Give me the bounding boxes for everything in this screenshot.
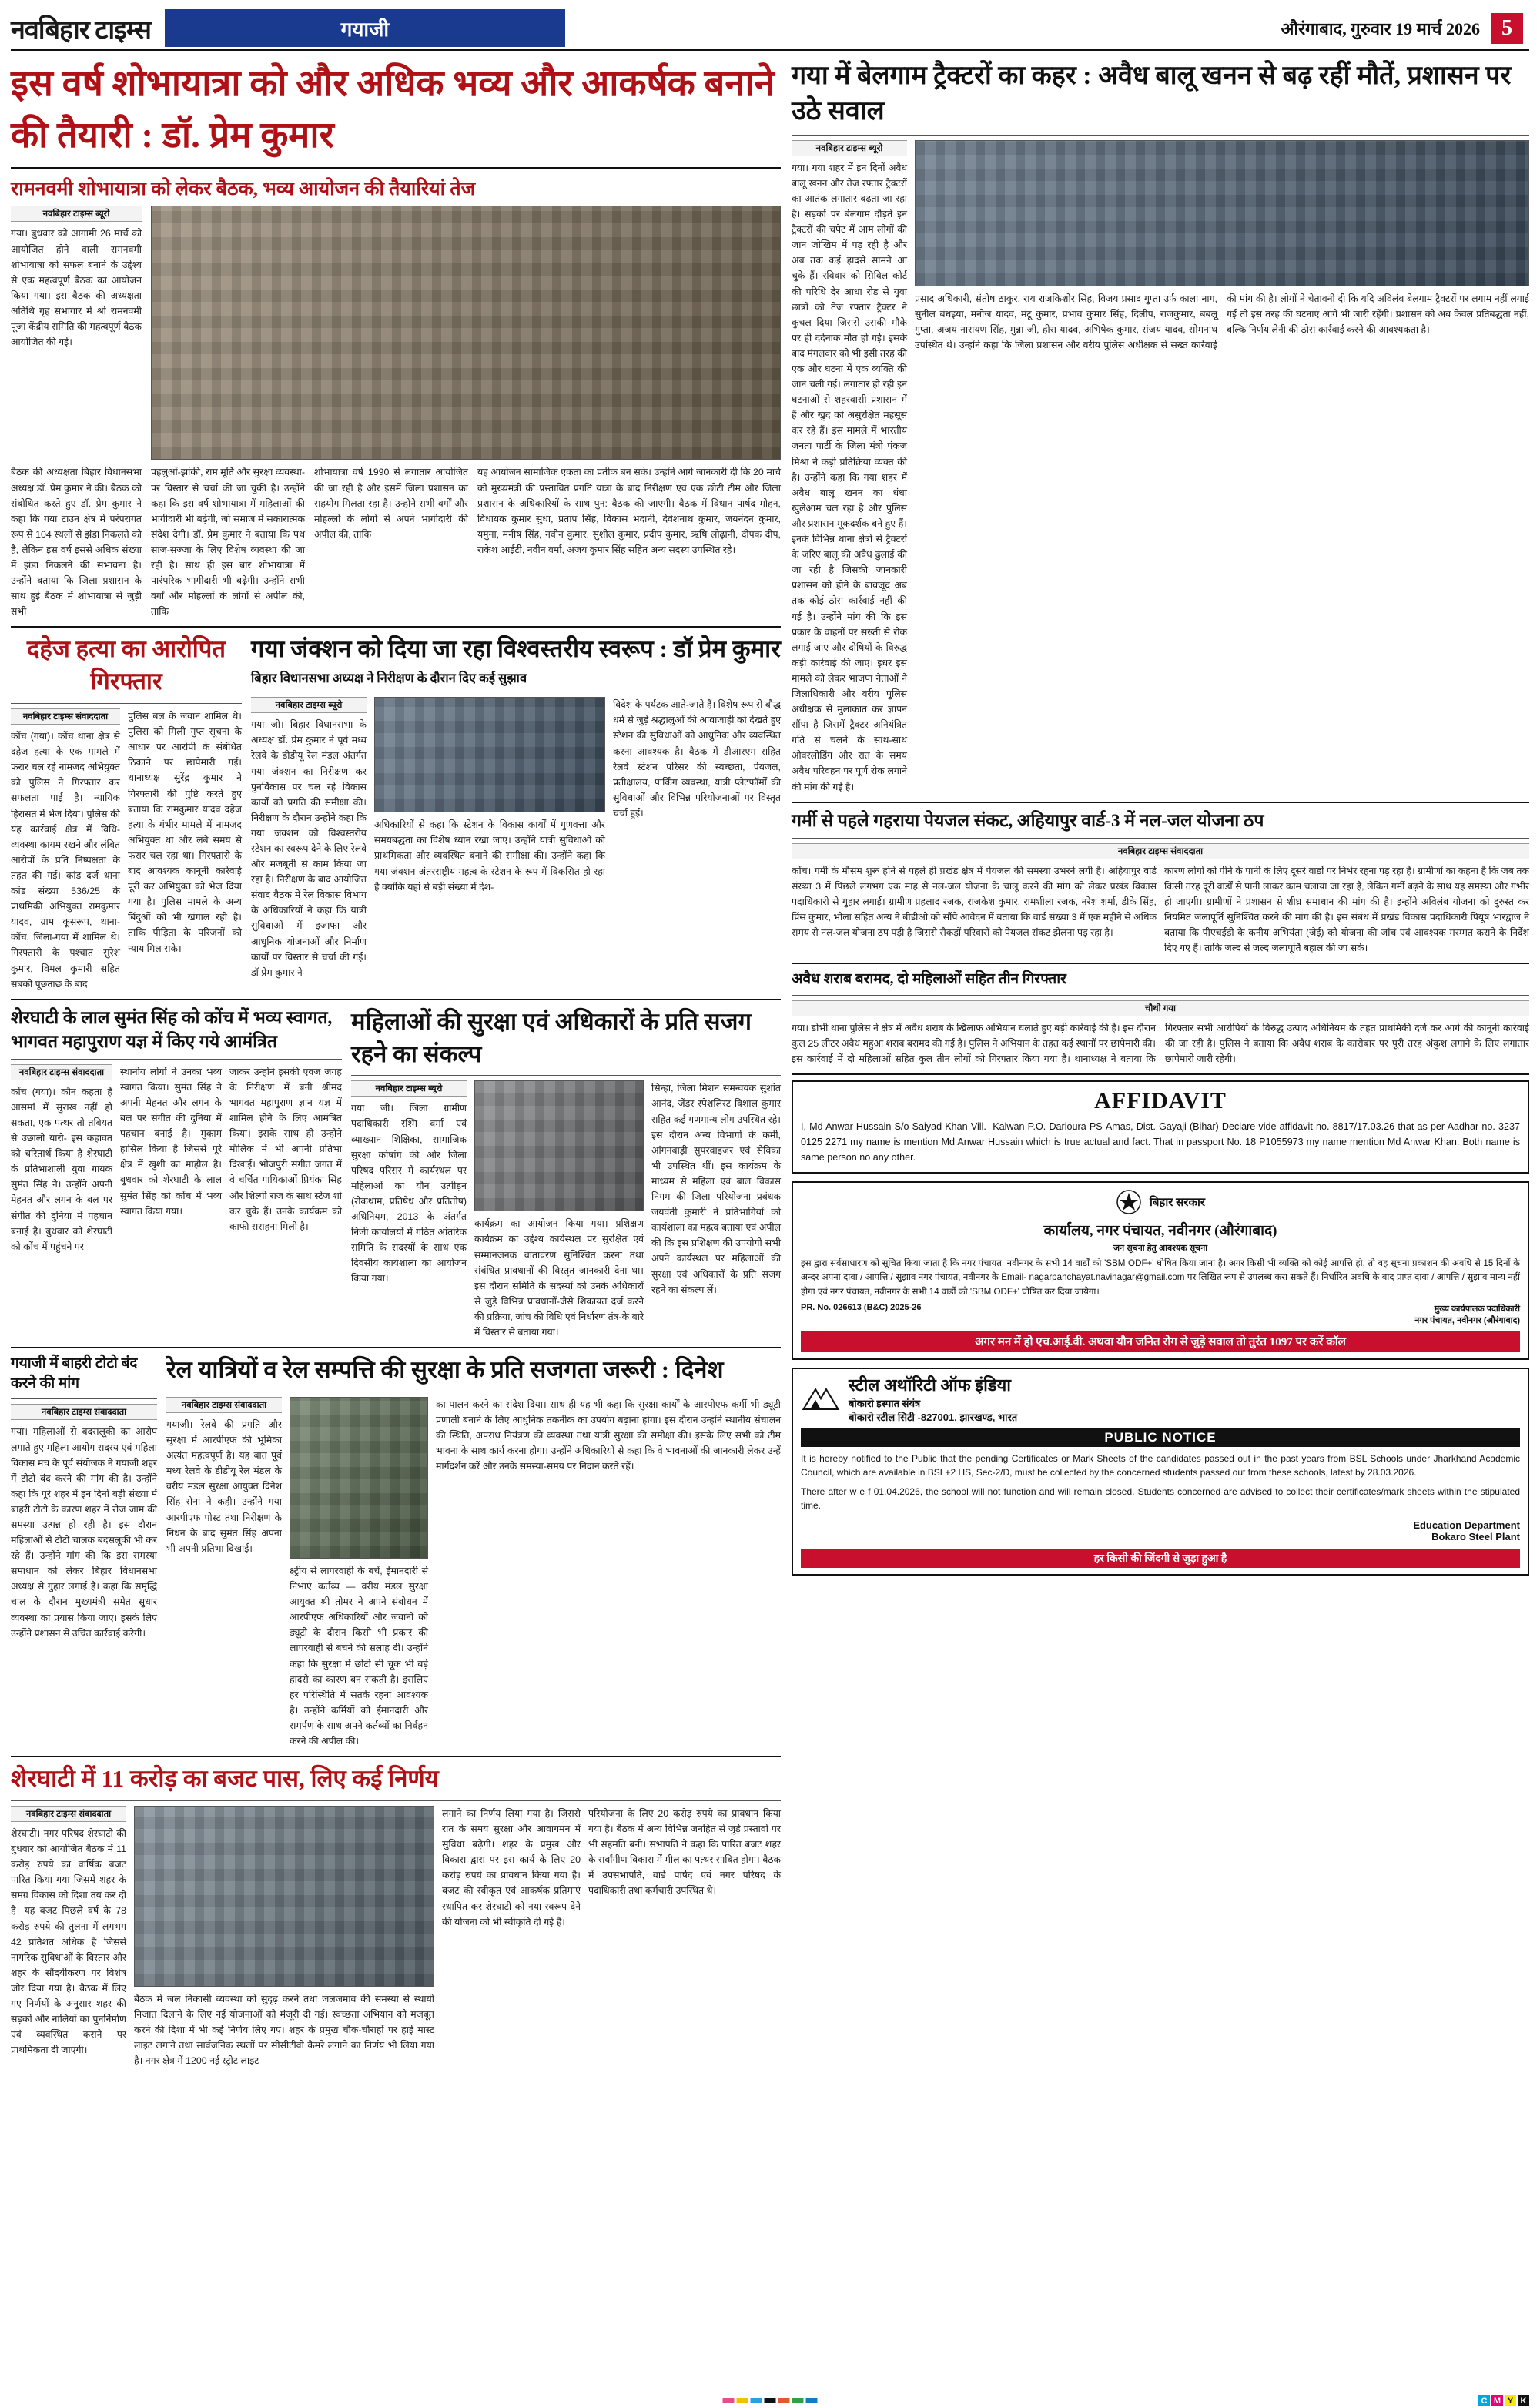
govt-logo-text: बिहार सरकार	[1149, 1196, 1205, 1209]
budget-para-1: शेरघाटी। नगर परिषद शेरघाटी की बुधवार को आयोजित बैठक में 11 करोड़ रुपये का वार्षिक बजट पारित किया गया जिसमें शहर के समग्र विकास को दिशा तय कर दी है। यह बजट पिछले वर्ष के 78 करोड़ रुपये की तुलना में लगभग 42 प्रतिशत अधिक है जिससे नागरिक सुविधाओं के विस्तार और शहर के सौंदर्यीकरण पर विशेष जोर दिया गया है। बैठक में लिए गए निर्णयों के अनुसार शहर की सड़कों और नालियों का पुनर्निर्माण एवं व्यवस्थित कराने पर प्राथमिकता दी जाएगी।	[11, 1827, 126, 2056]
budget-para-2: बैठक में जल निकासी व्यवस्था को सुदृढ़ करने तथा जलजमाव की समस्या से स्थायी निजात दिलाने के लिए नई योजनाओं को मंजूरी दी गई। स्वच्छता अभियान को मजबूत करने की दिशा में भी कई निर्णय लिए गए। शहर के प्रमुख चौक-चौराहों पर हाई मास्ट लाइट लगाने तथा सार्वजनिक स्थलों पर सीसीटीवी कैमरे लगाने का निर्णय भी लिया गया है। नगर क्षेत्र में 1200 नई स्ट्रीट लाइट	[134, 1993, 434, 2067]
liquor-byline: चौथी गया	[792, 1000, 1529, 1016]
lead-photo	[151, 206, 781, 460]
sail-logo-icon	[801, 1384, 841, 1415]
right-column	[792, 59, 1529, 2068]
rail-para-1: गयाजी। रेलवे की प्रगति और सुरक्षा में आरपीएफ की भूमिका अत्यंत महत्वपूर्ण है। यह बात पूर्व मध्य रेलवे के डीडीयू रेल मंडल के वरीय मंडल सुरक्षा आयुक्त दिनेश सिंह सेना ने कही। उन्होंने गया आरपीएफ पोस्ट तथा निरीक्षण के निधन के बाद सुमंत सिंह अपना भी अपनी प्रतिभा दिखाई।	[166, 1418, 282, 1554]
bihar-govt-emblem-icon	[1116, 1189, 1142, 1215]
affidavit-text: I, Md Anwar Hussain S/o Saiyad Khan Vill.- Kalwan P.O.-Darioura PS-Amas, Dist.-Gayaji (Bihar) Declare vide affidavit no. 8817/17.03.26 that as per Aadhar no. 3237 0125 2271 my name is mention Md Anwar Hussain which is true actual and fact. That in passport No. 18 P1055973 my name mention Md Anwar Khan. Both name is same person no any other.	[801, 1121, 1520, 1164]
public-notice-title: PUBLIC NOTICE	[801, 1428, 1520, 1447]
junction-headline: गया जंक्शन को दिया जा रहा विश्वस्तरीय स्वरूप : डॉ प्रेम कुमार	[251, 635, 781, 663]
govt-ad-subhead: जन सूचना हेतु आवश्यक सूचना	[1113, 1243, 1208, 1253]
cmyk-y: Y	[1505, 2395, 1516, 2406]
helpline-banner: अगर मन में हो एच.आई.वी. अथवा यौन जनित रोग से जुड़े सवाल तो तुरंत 1097 पर करें कॉल	[801, 1331, 1520, 1352]
article-toto	[11, 1354, 157, 1749]
masthead-right	[565, 8, 1529, 49]
row-dowry-junction	[11, 633, 781, 991]
women-para-3: सिन्हा, जिला मिशन समन्वयक सुशांत आनंद, जेंडर स्पेशलिस्ट विशाल कुमार सहित कई गणमान्य लोग उपस्थित रहे। इस दौरान अन्य विभागों के कर्मी, आंगनबाड़ी सुपरवाइजर एवं सेविका भी उपस्थित थीं। इस कार्यक्रम के माध्यम से महिला एवं बाल विकास निगम की जिला परियोजना प्रबंधक जयवंती कुमारी ने प्रतिभागियों को कार्यशाला का महत्व बताया एवं अपील की कि इस प्रशिक्षण की उपयोगी सभी अपने कार्यस्थल पर महिलाओं की सुरक्षा एवं अधिकारों के प्रति सजग रहने का संकल्प लें।	[651, 1083, 781, 1295]
govt-ad-head: कार्यालय, नगर पंचायत, नवीनगर (औरंगाबाद)	[1043, 1222, 1277, 1239]
budget-para-4: परियोजना के लिए 20 करोड़ रुपये का प्रावधान किया गया है। बैठक में अन्य विभिन्न जनहित से जुड़े प्रस्तावों पर भी सहमति बनी। सभापति ने कहा कि पारित बजट शहर के सर्वांगीण विकास में मील का पत्थर साबित होगा। बैठक में उपसभापति, वार्ड पार्षद एवं नगर परिषद के पदाधिकारी तथा कर्मचारी उपस्थित थे।	[588, 1807, 781, 1897]
article-sherghati-welcome	[11, 1006, 342, 1340]
row-toto-rail	[11, 1354, 781, 1749]
lead-para-5: यह आयोजन सामाजिक एकता का प्रतीक बन सके। उन्होंने आगे जानकारी दी कि 20 मार्च को मुख्यमंत्री की प्रस्तावित प्रगति यात्रा के बाद निरीक्षण एवं एक छोटी टीम और जिला प्रशासन के अधिकारियों के साथ पुन: बैठक की जाएगी। बैठक में विधान पार्षद मोहन, विधायक कुमार सुधा, प्रताप सिंह, विकास भदानी, देवेशनाथ कुमार, जयनंदन कुमार, यमुना, मनीष सिंह, नवीन कुमार, सुशील कुमार, प्रदीप कुमार, ऋषि लोढ़ानी, दीपक दीप, राकेश आईटी, नवीन वर्मा, अजय कुमार सिंह सहित अन्य सदस्य उपस्थित रहे।	[477, 467, 781, 555]
rail-photo	[290, 1397, 428, 1559]
govt-advertisement	[792, 1181, 1529, 1361]
left-column	[11, 59, 781, 2068]
cmyk-c: C	[1478, 2395, 1490, 2406]
lead-para-1: गया। बुधवार को आगामी 26 मार्च को आयोजित होने वाली रामनवमी शोभायात्रा को सफल बनाने के उद्देश्य से एक महत्वपूर्ण बैठक का आयोजन किया गया। इस बैठक की अध्यक्षता अतिथि गृह सभागार में श्री रामनवमी पूजा केंद्रीय समिति की महत्वपूर्ण बैठक आयोजित की गई।	[11, 228, 142, 348]
row-welcome-women	[11, 1006, 781, 1340]
sail-plant: बोकारो इस्पात संयंत्र	[849, 1397, 921, 1409]
public-notice-body-1: It is hereby notified to the Public that the pending Certificates or Mark Sheets of the candidates passed out in the past years from BSL Schools under Jharkhand Academic Council, which are available in BSL+2 HS, Sec-2/D, must be collected by the concerned students passed out from these schools, latest by 28.03.2026.	[801, 1452, 1520, 1479]
toto-para-1: गया। महिलाओं से बदसलूकी का आरोप लगाते हुए महिला आयोग सदस्य एवं महिला विकास मंच के पूर्व संयोजक ने गयाजी शहर में टोटो बंद करने की मांग की है। उन्होंने कहा कि पूरे शहर में इन दिनों बड़ी संख्या में बाहरी टोटो के कारण शहर में रोज जाम की समस्या उत्पन्न हो रही है। इस दौरान महिलाओं से टोटो चालक बदसलूकी भी कर रहे हैं। उन्होंने मांग की कि इस समस्या समाधान को लेकर बिहार विधानसभा अध्यक्ष से गुहार लगाई है। कहा कि समृद्धि चाल के दौरान मुख्यमंत्री समेत सुधार व्यवस्था का प्रयास किया जाए। इसके लिए उन्होंने प्रशासन से उचित कार्रवाई करेगी।	[11, 1426, 157, 1639]
junction-byline: नवबिहार टाइम्स ब्यूरो	[251, 697, 367, 713]
women-headline: महिलाओं की सुरक्षा एवं अधिकारों के प्रति सजग रहने का संकल्प	[351, 1007, 752, 1067]
govt-ad-pr-no: PR. No. 026613 (B&C) 2025-26	[801, 1303, 922, 1313]
govt-ad-sign-1: मुख्य कार्यपालक पदाधिकारी	[1434, 1304, 1520, 1315]
budget-photo	[134, 1806, 434, 1987]
article-rail	[166, 1354, 781, 1749]
tractor-photo	[915, 140, 1529, 286]
liquor-headline: अवैध शराब बरामद, दो महिलाओं सहित तीन गिरफ्तार	[792, 971, 1066, 988]
cmyk-k: K	[1518, 2395, 1529, 2406]
affidavit-ad	[792, 1080, 1529, 1173]
dowry-para-2: पुलिस बल के जवान शामिल थे। पुलिस को मिली गुप्त सूचना के आधार पर आरोपी के संबंधित ठिकाने पर छापेमारी गई। थानाध्यक्ष सुरेंद्र कुमार ने गिरफ्तारी की पुष्टि करते हुए बताया कि रामकुमार यादव दहेज हत्या के गंभीर मामले में नामजद अभियुक्त था और लंबे समय से फरार चल रहा था। गिरफ्तारी के बाद आवश्यक कानूनी कार्रवाई पूरी कर अभियुक्त को भेज दिया गया है। पुलिस मामले के अन्य बिंदुओं को भी खंगाल रही है। ताकि पीड़िता के परिजनों को न्याय मिल सके।	[128, 711, 242, 954]
sail-sign-1: Education Department	[1413, 1519, 1520, 1531]
newspaper-logo: नवबिहार टाइम्स	[11, 15, 151, 45]
article-liquor	[792, 970, 1529, 1067]
toto-byline: नवबिहार टाइम्स संवाददाता	[11, 1404, 157, 1420]
lead-top-row	[11, 206, 781, 460]
byline: नवबिहार टाइम्स ब्यूरो	[11, 206, 142, 222]
affidavit-title: AFFIDAVIT	[1094, 1088, 1227, 1114]
tractor-byline: नवबिहार टाइम्स ब्यूरो	[792, 140, 907, 156]
rail-para-3: का पालन करने का संदेश दिया। साथ ही यह भी कहा कि सुरक्षा कार्यों के आरपीएफ कर्मी भी ड्यूटी प्रणाली बनाने के लिए आधुनिक तकनीक का उपयोग बढ़ाना होगा। इस दौरान उन्होंने स्थानीय संचालन की स्थिति, अपराध नियंत्रण की व्यवस्था तथा यात्री सुरक्षा की समीक्षा की। इसके लिए सभी को टीम भावना के साथ कार्य करना होगा। उन्होंने अधिकारियों से कहा कि वे भावनाओं की जानकारी लेकर उन्हें मार्गदर्शन करें और उनके समस्या-समय पर निदान करते रहें।	[436, 1398, 781, 1472]
sail-name: स्टील अथॉरिटी ऑफ इंडिया	[849, 1375, 1012, 1395]
junction-subhead: बिहार विधानसभा अध्यक्ष ने निरीक्षण के दौरान दिए कई सुझाव	[251, 671, 527, 686]
registration-color-bar	[723, 2398, 818, 2403]
lead-para-4: शोभायात्रा वर्ष 1990 से लगातार आयोजित की जा रही है और इसमें जिला प्रशासन का सहयोग मिलता रहा है। उन्होंने सभी वर्गों और मोहल्लों के लोगों से अपने भागीदारी की अपील की, ताकि	[314, 467, 468, 540]
sail-advertisement	[792, 1368, 1529, 1576]
cmyk-m: M	[1491, 2395, 1503, 2406]
cmyk-marks	[1478, 2395, 1529, 2406]
women-para-2: कार्यक्रम का आयोजन किया गया। प्रशिक्षण कार्यक्रम का उद्देश्य कार्यस्थल पर सुरक्षित एवं सम्मानजनक वातावरण सुनिश्चित करना तथा संबंधित प्रावधानों की विस्तृत जानकारी देना था। इस दौरान समिति के सदस्यों को उनके अधिकारों से जुड़े विभिन्न प्रावधानों-जैसे शिकायत दर्ज करने की प्रक्रिया, जांच की विधि एवं निर्धारण तंत्र-के बारे में विस्तार से बताया गया।	[474, 1218, 644, 1338]
water-para-1: कोंच। गर्मी के मौसम शुरू होने से पहले ही प्रखंड क्षेत्र में पेयजल की समस्या उभरने लगी है। अहियापुर वार्ड संख्या 3 में पिछले लगभग एक माह से नल-जल योजना के चालू करने की मांग को लेकर प्रखंड विकास पदाधिकारी से गुहार लगाई। ग्रामीण प्रहलाद रजक, राजकेश कुमार, रामशीला रजक, नरेश शर्मा, डीके सिंह, प्रिंस कुमार, भोला सहित अन्य ने बीडीओ को सौंपे आवेदन में बताया कि वार्ड संख्या 3 में एक महीने से अधिक समय से नल-जल योजना ठप पड़ी है जिससे सैकड़ों परिवारों को पेयजल संकट झेलना पड़ रहा है।	[792, 865, 1157, 939]
masthead	[11, 8, 1529, 51]
tractor-para-1: गया। गया शहर में इन दिनों अवैध बालू खनन और तेज रफ्तार ट्रैक्टरों का आतंक लगातार बढ़ता जा रहा है। सड़कों पर बेलगाम दौड़ते इन ट्रैक्टरों की चपेट में आम लोगों की जान जोखिम में पड़ रही है और अब तक कई हादसे सामने आ चुके हैं। रविवार को सिविल कोर्ट की परिधि देर आधा रोड से युवा छात्रों को तेज रफ्तार ट्रैक्टर ने कुचल दिया जिससे उसकी मौके पर ही दर्दनाक मौत हो गई। इसके बाद मंगलवार को भी इसी तरह की एक और घटना में एक व्यक्ति की जान चली गई। लगातार हो रही इन घटनाओं से शहरवासी प्रशासन में हैं और खुद को असुरक्षित महसूस कर रहे हैं। इस मामले में भारतीय जनता पार्टी के जिला मंत्री पंकज मिश्रा ने कड़ी प्रतिक्रिया व्यक्त की है। उन्होंने कहा कि गया शहर में अवैध बालू खनन का धंधा खुलेआम चल रहा है और पुलिस और प्रशासन मूकदर्शक बने हुए हैं। इनके विभिन्न थाना क्षेत्रों से ट्रैक्टरों के जरिए बालू की अवैध ढुलाई की जा रही है जिसकी जानकारी प्रशासन को होने के बावजूद अब तक कोई ठोस कार्रवाई नहीं की गई है। उन्होंने मांग की कि इस प्रकार के वाहनों पर सख्ती से रोक लगाई जाए और दोषियों के विरुद्ध कड़ी कार्रवाई की जाए। इधर इस मामले को लेकर भाजपा नेताओं ने जिलाधिकारी और वरीय पुलिस अधीक्षक से मुलाकात कर ज्ञापन सौंपा है जिसमें ट्रैक्टर अनियंत्रित गति से चलने के साथ-साथ ओवरलोडिंग और रात के समय अवैध परिवहन पर पूर्ण रोक लगाने की मांग की गई है।	[792, 162, 907, 792]
article-junction	[251, 633, 781, 991]
govt-ad-sign-2: नगर पंचायत, नवीनगर (औरंगाबाद)	[1414, 1316, 1520, 1326]
article-water	[792, 809, 1529, 956]
budget-byline: नवबिहार टाइम्स संवाददाता	[11, 1806, 126, 1822]
welcome-para-1: कोंच (गया)। कौन कहता है आसमां में सुराख नहीं हो सकता, एक पत्थर तो तबियत से उछालो यारो- इस कहावत को चरितार्थ किया है शेरघाटी के प्रतिभाशाली युवा गायक सुमंत सिंह ने। उन्होंने अपनी मेहनत और लगन के बल पर संगीत की दुनिया में पहचान बनाई है। बुधवार को शेरघाटी को कोंच में पहुंचने पर	[11, 1086, 112, 1252]
sail-tagline: हर किसी की जिंदगी से जुड़ा हुआ है	[801, 1549, 1520, 1568]
junction-para-1: गया जी। बिहार विधानसभा के अध्यक्ष डॉ. प्रेम कुमार ने पूर्व मध्य रेलवे के डीडीयू रेल मंडल अंतर्गत गया जंक्शन का निरीक्षण कर पुनर्विकास पर चल रहे विकास कार्यों को प्रगति की समीक्षा की। निरीक्षण के दौरान उन्होंने कहा कि गया जंक्शन को विश्वस्तरीय स्टेशन का स्वरूप देने के लिए रेलवे और मजबूती से काम किया जा रहा है। निरीक्षण के बाद आयोजित संवाद बैठक में रेल विकास विभाग के अधिकारियों ने कहा कि यात्री सुविधाओं में इजाफा और आधुनिक योजनाओं और निर्माण कार्यों पर विस्तार से चर्चा की गई। डॉ प्रेम कुमार ने	[251, 719, 367, 978]
water-para-2: कारण लोगों को पीने के पानी के लिए दूसरे वार्डों पर निर्भर रहना पड़ रहा है। ग्रामीणों का कहना है कि जब तक किसी तरह दूरी वार्डों से पानी लाकर काम चलाया जा रहा है, लेकिन गर्मी बढ़ने के साथ यह समस्या और गंभीर हो जाएगी। ग्रामीणों ने प्रशासन से शीघ्र समाधान की मांग की है। इन्होंने अविलंब योजना को दुरुस्त कर नियमित जलापूर्ति सुनिश्चित करने की मांग की है। इस संबंध में प्रखंड विकास पदाधिकारी पियूष भारद्वाज ने बताया कि पीएचईडी के कनीय अभियंता (जेई) को योजना की जांच एवं आवश्यक मरम्मत कराने के निर्देश दिए गए हैं। ताकि जल्द से जल्द जलापूर्ति बहाल की जा सके।	[1164, 865, 1529, 954]
dateline: औरंगाबाद, गुरुवार 19 मार्च 2026	[1281, 18, 1480, 39]
water-byline: नवबिहार टाइम्स संवाददाता	[792, 843, 1529, 859]
water-headline: गर्मी से पहले गहराया पेयजल संकट, अहियापुर वार्ड-3 में नल-जल योजना ठप	[792, 810, 1264, 830]
rail-headline: रेल यात्रियों व रेल सम्पत्ति की सुरक्षा के प्रति सजगता जरूरी : दिनेश	[166, 1356, 724, 1384]
women-para-1: गया जी। जिला ग्रामीण पदाधिकारी रश्मि वर्मा एवं व्याख्यान शिक्षिका, सामाजिक सुरक्षा कोषांग की ओर जिला परिषद परिसर में कार्यस्थल पर महिलाओं का यौन उत्पीड़न (रोकथाम, प्रतिषेध और प्रतितोष) अधिनियम, 2013 के अंतर्गत निजी कार्यालयों में गठित आंतरिक समिति के सदस्यों के साथ एक दिवसीय कार्यशाला का आयोजन किया गया।	[351, 1103, 467, 1284]
lead-headline: इस वर्ष शोभायात्रा को और अधिक भव्य और आकर्षक बनाने की तैयारी : डॉ. प्रेम कुमार	[11, 59, 781, 169]
article-tractor	[792, 59, 1529, 795]
junction-para-2: अधिकारियों से कहा कि स्टेशन के विकास कार्यों में गुणवत्ता और समयबद्धता का विशेष ध्यान रखा जाए। उन्होंने यात्री सुविधाओं को प्राथमिकता और व्यवस्थित बनाने की समीक्षा की। उन्होंने कहा कि गया जंक्शन अंतरराष्ट्रीय महत्व के स्टेशन के रूप में विकसित हो रहा है क्योंकि यहां से बड़ी संख्या में देश-	[374, 819, 605, 893]
budget-para-3: लगाने का निर्णय लिया गया है। जिससे रात के समय सुरक्षा और आवागमन में सुविधा बढ़ेगी। शहर के प्रमुख और विकास द्वारा पर इस कार्य के लिए 20 करोड़ रुपये का प्रावधान किया गया है। बजट की स्वीकृत एवं आकर्षक प्रतिमाएं स्थापित कर शेरघाटी को नया स्वरूप देने की योजना को भी स्वीकृति दी गई है।	[442, 1807, 581, 1927]
dowry-byline: नवबिहार टाइम्स संवाददाता	[11, 708, 120, 725]
article-dowry	[11, 633, 242, 991]
junction-para-3: विदेश के पर्यटक आते-जाते हैं। विशेष रूप से बौद्ध धर्म से जुड़े श्रद्धालुओं की आवाजाही को देखते हुए स्टेशन की सुविधाओं को आधुनिक और व्यवस्थित करना आवश्यक है। बैठक में डीआरएम सहित रेलवे स्टेशन परिसर की स्वच्छता, पेयजल, प्रतीक्षालय, पार्किंग व्यवस्था, यात्री प्लेटफॉर्मों की सुविधाओं और विभिन्न परियोजनाओं पर विस्तृत चर्चा हुई।	[613, 699, 781, 819]
liquor-para-1: गया। डोभी थाना पुलिस ने क्षेत्र में अवैध शराब के खिलाफ अभियान चलाते हुए बड़ी कार्रवाई की है। इस दौरान कुल 25 लीटर अवैध महुआ शराब बरामद की गई है। पुलिस ने अभियान के तहत कई स्थानों पर छापेमारी की। इस कार्रवाई में दो महिलाओं सहित कुल तीन लोगों को गिरफ्तार किया गया है। थानाध्यक्ष ने बताया कि गिरफ्तार सभी आरोपियों के विरुद्ध उत्पाद अधिनियम के तहत प्राथमिकी दर्ज कर आगे की कानूनी कार्रवाई की जा रही है। पुलिस ने बताया कि अवैध शराब के कारोबार पर पूरी तरह अंकुश लगाने के लिए लगातार छापेमारी जारी रहेगी।	[792, 1022, 1529, 1065]
rail-byline: नवबिहार टाइम्स संवाददाता	[166, 1397, 282, 1413]
rail-para-2: क्ष्ट्रीय से लापरवाही के बचें, ईमानदारी से निभाएं कर्तव्य — वरीय मंडल सुरक्षा आयुक्त श्री तोमर ने अपने संबोधन में आरपीएफ अधिकारियों और जवानों को ड्यूटी के दौरान किसी भी प्रकार की लापरवाही से बचने की सलाह दी। उन्होंने कहा कि सुरक्षा में छोटी सी चूक भी बड़े हादसे का कारण बन सकती है। इसलिए हर परिस्थिति में सतर्क रहना आवश्यक है। उन्होंने कर्मियों को ईमानदारी और समर्पण के साथ अपने कर्तव्यों का निर्वहन करने की अपील की।	[290, 1565, 428, 1747]
lead-bottom-row	[11, 464, 781, 619]
page-number-badge: 5	[1491, 13, 1523, 44]
page-body	[11, 59, 1529, 2068]
dowry-headline: दहेज हत्या का आरोपित गिरफ्तार	[26, 635, 226, 695]
budget-headline: शेरघाटी में 11 करोड़ का बजट पास, लिए कई निर्णय	[11, 1765, 439, 1793]
welcome-byline: नवबिहार टाइम्स संवाददाता	[11, 1064, 112, 1080]
dowry-para-1: कोंच (गया)। कोंच थाना क्षेत्र से दहेज हत्या के एक मामले में फरार चल रहे नामजद अभियुक्त को पुलिस ने गिरफ्तार कर सफलता पाई है। न्यायिक हिरासत में भेज दिया। पुलिस की यह कार्रवाई क्षेत्र में विधि-व्यवस्था कायम रखने और लंबित आरोपों के प्रति निष्पक्षता के तहत की गई। कांड दर्ज थाना कांड संख्या 536/25 के प्राथमिकी अभियुक्त रामकुमार यादव, ग्राम कूसरूप, थाना-कोंच, जिला-गया में शामिल थे। गिरफ्तारी के पश्चात सुरेश कुमार, विमल कुमारी सहित सबको पूछताछ के बाद	[11, 731, 120, 990]
welcome-para-2: स्थानीय लोगों ने उनका भव्य स्वागत किया। सुमंत सिंह ने अपनी मेहनत और लगन के बल पर संगीत की दुनिया में पहचान बनाई है। मुकाम हासिल किया है जिससे पूरे क्षेत्र में खुशी का माहौल है। बुधवार को शेरघाटी के लाल सुमंत सिंह को कोंच में भव्य स्वागत किया गया।	[120, 1066, 222, 1217]
lead-para-3: पहलुओं-झांकी, राम मूर्ति और सुरक्षा व्यवस्था-पर विस्तार से चर्चा की जा चुकी है। उन्होंने कहा कि इस वर्ष शोभायात्रा में महिलाओं की भागीदारी भी बढ़ेगी, जो समाज में सकारात्मक संदेश देगी। डॉ. प्रेम कुमार ने बताया कि पथ साज-सज्जा के लिए विशेष व्यवस्था की जा रही है। साथ ही इस बार शोभायात्रा में पारंपरिक भागीदारी भी बढ़ेगी। उन्होंने सभी वर्गों और मोहल्लों के लोगों से अपील की, ताकि	[151, 467, 305, 618]
article-women-safety	[351, 1006, 781, 1340]
lead-subhead: रामनवमी शोभायात्रा को लेकर बैठक, भव्य आयोजन की तैयारियां तेज	[11, 179, 476, 200]
public-notice-body-2: There after w e f 01.04.2026, the school will not function and will remain closed. Students concerned are advised to collect their certificates/mark sheets within the stipulated time.	[801, 1485, 1520, 1512]
tractor-headline: गया में बेलगाम ट्रैक्टरों का कहर : अवैध बालू खनन से बढ़ रहीं मौतें, प्रशासन पर उठे सवाल	[792, 62, 1512, 126]
article-sherghati-budget	[11, 1763, 781, 2068]
lead-para-2: बैठक की अध्यक्षता बिहार विधानसभा अध्यक्ष डॉ. प्रेम कुमार ने की। बैठक को संबोधित करते हुए डॉ. प्रेम कुमार ने कहा कि गया टाउन क्षेत्र में परंपरागत रूप से 104 स्थलों से झंडा निकलते को है, लेकिन इस वर्ष इससे अधिक संख्या में झंडा निकलने की संभावना है। उन्होंने बताया कि जिला प्रशासन के साथ हुई बैठक में शोभायात्रा से जुड़ी सभी	[11, 467, 142, 618]
junction-photo	[374, 697, 605, 812]
sail-sign-2: Bokaro Steel Plant	[1431, 1530, 1520, 1542]
women-byline: नवबिहार टाइम्स ब्यूरो	[351, 1080, 467, 1097]
tractor-para-2: प्रसाद अधिकारी, संतोष ठाकुर, राय राजकिशोर सिंह, विजय प्रसाद गुप्ता उर्फ काला नाग, सुनील बंधइया, मनोज यादव, मंटू कुमार, प्रभाव कुमार सिंह, दिलीप, राजकुमार, बबलू गुप्ता, अजय नारायण सिंह, मुन्ना जी, हीरा यादव, अभिषेक कुमार, संजय यादव, सोमनाथ उपस्थित थे। उन्होंने कहा कि जिला प्रशासन और वरीय पुलिस अधीक्षक से सख्त कार्रवाई की मांग की है। लोगों ने चेतावनी दी कि यदि अविलंब बेलगाम ट्रैक्टरों पर लगाम नहीं लगाई गई तो इस तरह की घटनाएं आगे भी जारी रहेंगी। प्रशासन को अब केवल प्रतिबद्धता नहीं, बल्कि निर्णय लेनी की ठोस कार्रवाई करने की आवश्यकता है।	[915, 293, 1529, 351]
women-photo	[474, 1080, 644, 1211]
section-tab: गयाजी	[165, 9, 565, 47]
article-lead	[11, 59, 781, 619]
welcome-headline: शेरघाटी के लाल सुमंत सिंह को कोंच में भव्य स्वागत, भागवत महापुराण यज्ञ में किए गये आमंत्रित	[11, 1007, 333, 1051]
sail-address: बोकारो स्टील सिटी -827001, झारखण्ड, भारत	[849, 1411, 1018, 1423]
govt-ad-body: इस द्वारा सर्वसाधारण को सूचित किया जाता है कि नगर पंचायत, नवीनगर के सभी 14 वार्डों को 'SBM ODF+' घोषित किया जाना है। अगर किसी भी व्यक्ति को कोई आपत्ति हो, तो वह सूचना प्रकाशन की अवधि से 15 दिनों के अन्दर अपना दावा / आपत्ति / सुझाव नगर पंचायत, नवीनगर के Email- nagarpanchayat.navinagar@gmail.com पर लिखित रूप से उपलब्ध करा सकते हैं। निर्धारित अवधि के बाद प्राप्त दावा / आपत्ति / सुझाव मान्य नहीं होगा एवं नगर पंचायत, नवीनगर के सभी 14 वार्डों को 'SBM ODF+' घोषित कर दिया जायेगा।	[801, 1258, 1520, 1297]
welcome-para-3: जाकर उन्होंने इसकी एवज जगह के निरीक्षण में बनी श्रीमद भागवत महापुराण ज्ञान यज्ञ में शामिल होने के लिए आमंत्रित किया। इसके साथ ही उन्होंने मौलिक में भी अपनी प्रतिभा दिखाई। भोजपुरी संगीत जगत में वे चर्चित गायिकाओं प्रियंका सिंह और शिल्पी राज के साथ स्टेज शो कर चुके हैं। उनके कार्यक्रम को काफी सराहना मिली है।	[229, 1066, 342, 1232]
toto-headline: गयाजी में बाहरी टोटो बंद करने की मांग	[11, 1355, 138, 1392]
